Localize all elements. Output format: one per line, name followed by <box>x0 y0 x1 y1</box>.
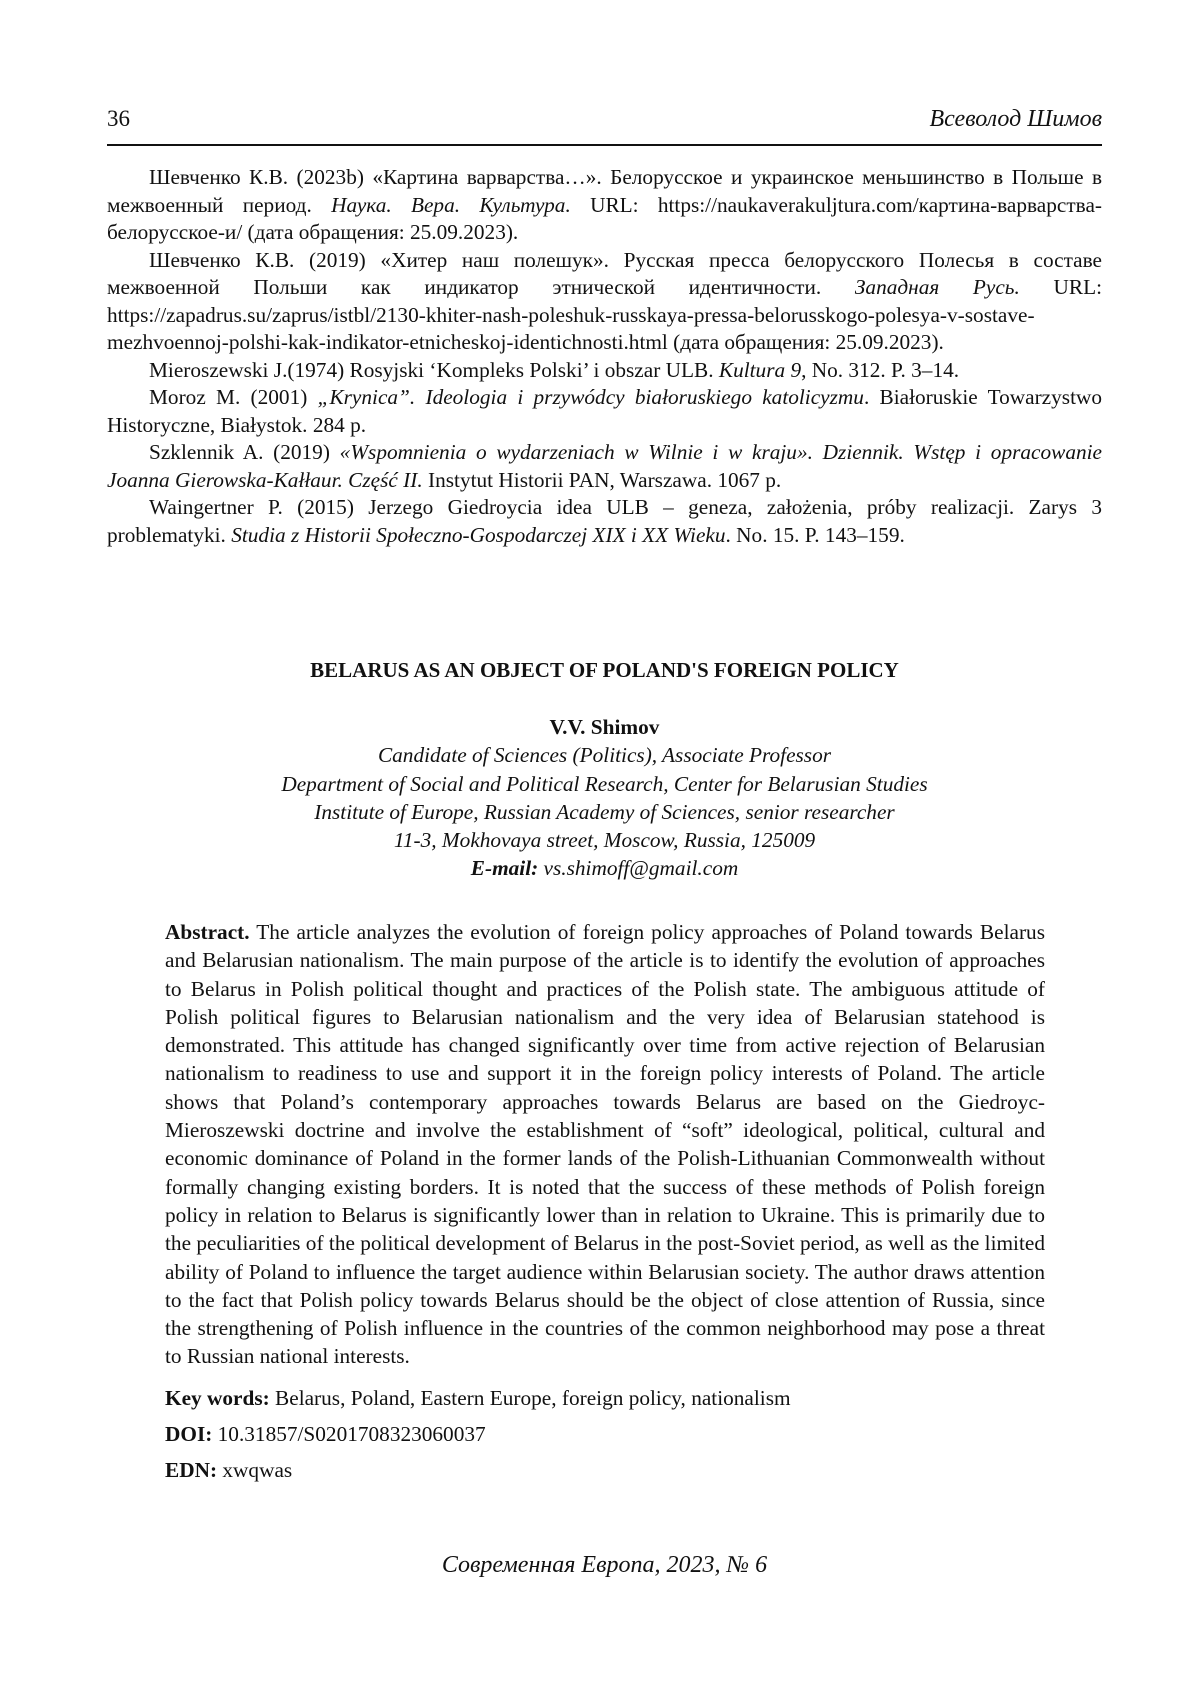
doi-line <box>165 1422 486 1447</box>
email-label: E-mail: <box>470 856 539 881</box>
reference-item: Szklennik A. (2019) «Wspomnienia o wydarzeniach w Wilnie i w kraju». Dziennik. Wstęp i opracowanie Joanna Gierowska-Kałłaur. Część II. Instytut Historii PAN, Warszawa. 1067 p. <box>107 440 1103 492</box>
page-number: 36 <box>107 106 130 131</box>
journal-footer: Современная Европа, 2023, № 6 <box>441 1552 768 1578</box>
affiliation-line: Department of Social and Political Research, Center for Belarusian Studies <box>281 771 928 796</box>
email-address[interactable]: vs.shimoff@gmail.com <box>543 856 739 881</box>
abstract-label: Abstract. <box>165 920 250 944</box>
author-name: V.V. Shimov <box>549 715 660 739</box>
abstract-text: The article analyzes the evolution of foreign policy approaches of Poland towards Belarus and Belarusian nationalism. The main purpose of the article is to identify the evolution of approaches to Belarus in Polish political thought and practices of the Polish state. The ambiguous attitude of Polish political figures to Belarusian nationalism and the very idea of Belarusian statehood is demonstrated. This attitude has changed significantly over time from active rejection of Belarusian nationalism to readiness to use and support it in the foreign policy interests of Poland. The article shows that Poland’s contemporary approaches towards Belarus are based on the Giedroyc-Mieroszewski doctrine and involve the establishment of “soft” ideological, political, cultural and economic dominance of Poland in the former lands of the Polish-Lithuanian Commonwealth without formally changing existing borders. It is noted that the success of these methods of Polish foreign policy in relation to Belarus is significantly lower than in relation to Ukraine. This is primarily due to the peculiarities of the political development of Belarus in the post-Soviet period, as well as the limited ability of Poland to influence the target audience within Belarusian society. The author draws attention to the fact that Polish policy towards Belarus should be the object of close attention of Russia, since the strengthening of Polish influence in the countries of the common neighborhood may pose a threat to Russian national interests. <box>165 920 1045 1369</box>
page-header <box>107 100 1102 146</box>
keywords: Belarus, Poland, Eastern Europe, foreign policy, nationalism <box>275 1386 791 1410</box>
edn-value: xwqwas <box>222 1458 293 1482</box>
edn-label: EDN: <box>165 1458 218 1482</box>
article-title: BELARUS AS AN OBJECT OF POLAND'S FOREIGN POLICY <box>310 658 899 682</box>
doi-label: DOI: <box>165 1422 213 1446</box>
doi-value: 10.31857/S0201708323060037 <box>217 1422 486 1446</box>
reference-item: Waingertner P. (2015) Jerzego Giedroycia idea ULB – geneza, założenia, próby realizacji. Zarys 3 problematyki. Studia z Historii Społeczno-Gospodarczej XIX i XX Wieku. No. 15. P. 143–159. <box>107 495 1102 547</box>
edn-line <box>165 1458 292 1483</box>
running-title: Всеволод Шимов <box>929 106 1102 132</box>
reference-list <box>107 164 1102 549</box>
keywords-label: Key words: <box>165 1386 270 1410</box>
reference-item: Шевченко К.В. (2023b) «Картина варварства…». Белорусское и украинское меньшинство в Польше в межвоенный период. Наука. Вера. Культура. URL: https://naukaverakuljtura.com/картина-варварства-белорусское-и/ (дата обращения: 25.09.2023). <box>107 165 1102 244</box>
reference-item: Шевченко К.В. (2019) «Хитер наш полешук». Русская пресса белорусского Полесья в составе межвоенной Польши как индикатор этнической идентичности. Западная Русь. URL: https://zapadrus.su/zaprus/istbl/2130-khiter-nash-poleshuk-russkaya-pressa-belorusskogo-polesya-v-sostave-mezhvoennoj-polshi-kak-indikator-etnicheskoj-identichnosti.html (дата обращения: 25.09.2023). <box>107 247 1102 354</box>
reference-item: Mieroszewski J.(1974) Rosyjski ‘Kompleks Polski’ i obszar ULB. Kultura 9, No. 312. P. 3–14. <box>149 357 960 382</box>
keywords-line <box>165 1386 791 1411</box>
affiliation-line: Institute of Europe, Russian Academy of Sciences, senior researcher <box>314 799 895 824</box>
reference-item: Moroz M. (2001) „Krynica”. Ideologia i przywódcy białoruskiego katolicyzmu. Białoruskie Towarzystwo Historyczne, Białystok. 284 p. <box>107 385 1103 437</box>
email-line <box>107 854 1102 882</box>
affiliation-line: 11-3, Mokhovaya street, Moscow, Russia, 125009 <box>393 828 816 853</box>
author-block <box>107 713 1102 883</box>
abstract <box>165 918 1045 1371</box>
affiliation-line: Candidate of Sciences (Politics), Associate Professor <box>377 743 832 768</box>
